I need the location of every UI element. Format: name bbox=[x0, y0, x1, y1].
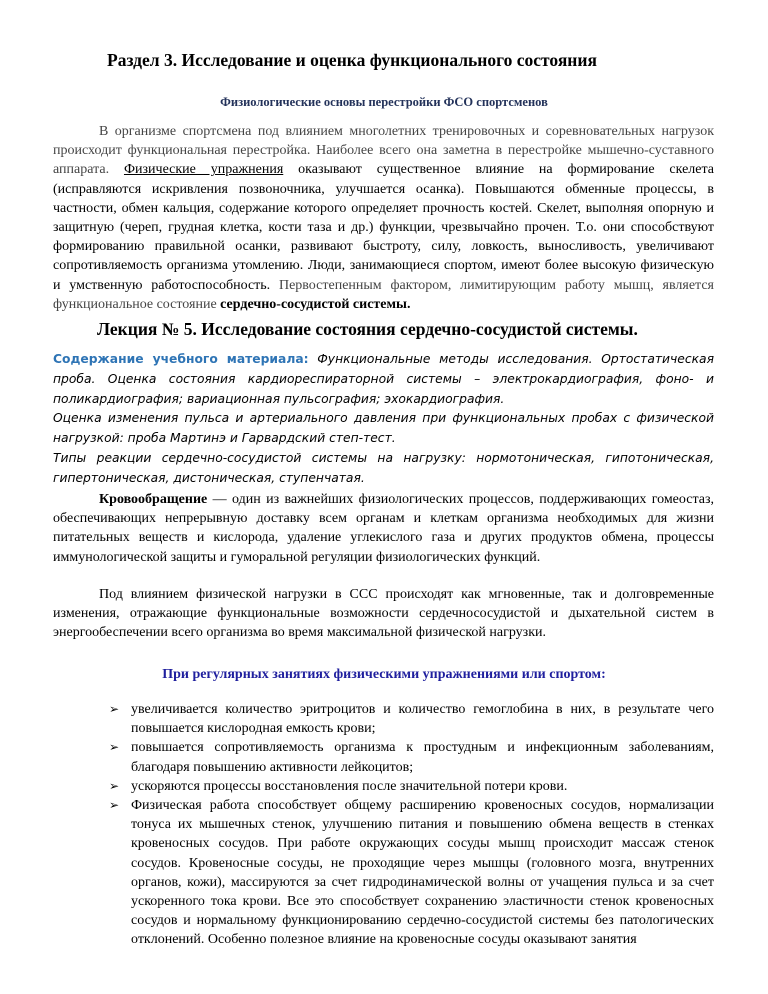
physical-exercise-link[interactable]: Физические упражнения bbox=[123, 162, 284, 178]
list-item bbox=[109, 777, 714, 796]
section-title: Раздел 3. Исследование и оценка функционального состояния bbox=[107, 50, 597, 70]
intro-text-3: Первостепенным фактором, лимитирующим работу мышц, является функциональное состояние bbox=[53, 277, 714, 312]
list-item-text: увеличивается количество эритроцитов и количество гемоглобина в них, в результате чего повышается кислородная емкость крови; bbox=[131, 702, 714, 737]
content-line-3: Типы реакции сердечно-сосудистой системы на нагрузку: нормотоническая, гипотоническая, гипертоническая, дистоническая, ступенчатая. bbox=[53, 450, 714, 485]
content-line-1 bbox=[53, 350, 714, 409]
content-label: Содержание учебного материала: bbox=[53, 352, 309, 366]
list-item-text: Физическая работа способствует общему расширению кровеносных сосудов, нормализации тонуса их мышечных стенок, улучшению питания и повышению обмена веществ в стенках кровеносных сосудов. При работе окружающих сосуды мышц происходит массаж стенок сосудов. Кровеносные сосуды, не проходящие через мышцы (головного мозга, внутренних органов, кожи), массируются за счет гидродинамической волны от учащения пульса и за счет ускоренного тока крови. Все это способствует сохранению эластичности стенок кровеносных сосудов и нормальному функционированию сердечно-сосудистой системы без патологических отклонений. Особенно полезное влияние на кровеносные сосуды оказывают занятия bbox=[131, 798, 714, 948]
circulation-term: Кровообращение bbox=[99, 492, 208, 507]
list-item bbox=[109, 700, 714, 738]
intro-paragraph bbox=[53, 122, 714, 314]
content-text-1: Функциональные методы исследования. Ортостатическая проба. Оценка состояния кардиореспираторной системы – электрокардиография, фоно- и поликардиография; вариационная пульсография; эхокардиография. bbox=[53, 352, 714, 406]
load-text: Под влиянием физической нагрузки в ССС происходят как мгновенные, так и долговременные изменения, отражающие функциональные возможности сердечнососудистой и дыхательной систем в энергообеспечении всего организма во время максимальной физической нагрузки. bbox=[53, 587, 714, 641]
arrow-bullet-icon: ➢ bbox=[109, 778, 120, 793]
arrow-bullet-icon: ➢ bbox=[109, 702, 120, 716]
intro-text-1: В организме спортсмена под влиянием многолетних тренировочных и соревновательных нагрузок происходит функциональная перестройка. Наиболее всего она заметна в перестройке мышечно-суставного аппарата. bbox=[53, 124, 714, 178]
content-block bbox=[53, 350, 714, 489]
circulation-text: — один из важнейших физиологических процессов, поддерживающих гомеостаз, обеспечивающих непрерывную доставку всем органам и клеткам организма необходимых для жизни питательных веществ и кислорода, удаление углекислого газа и других продуктов обмена, процессы иммунологической защиты и гуморальной регуляции физиологических функций. bbox=[53, 492, 714, 565]
intro-text-2: оказывают существенное влияние на формирование скелета (исправляются искривления позвоночника, улучшается осанка). Повышаются обменные процессы, в частности, обмен кальция, содержание которого определяет прочность костей. Скелет, выполняя опорную и защитную (череп, грудная клетка, кости таза и др.) функции, чрезвычайно прочен. Т.о. они способствуют формированию правильной осанки, развивают быстроту, силу, ловкость, выносливость, увеличивают сопротивляемость организма утомлению. Люди, занимающиеся спортом, имеют более высокую физическую и умственную работоспособность. bbox=[53, 162, 714, 293]
regular-exercise-heading: При регулярных занятиях физическими упражнениями или спортом: bbox=[162, 667, 606, 682]
intro-bold: сердечно-сосудистой системы. bbox=[220, 296, 411, 312]
circulation-paragraph bbox=[53, 490, 714, 567]
arrow-bullet-icon: ➢ bbox=[109, 798, 120, 813]
arrow-bullet-icon: ➢ bbox=[109, 740, 120, 755]
subtitle: Физиологические основы перестройки ФСО спортсменов bbox=[220, 95, 548, 109]
effects-list bbox=[109, 700, 714, 950]
content-line-2: Оценка изменения пульса и артериального давления при функциональных пробах с физической нагрузкой: проба Мартинэ и Гарвардский степ-тест. bbox=[53, 411, 714, 446]
list-item bbox=[109, 738, 714, 776]
list-item-text: ускоряются процессы восстановления после значительной потери крови. bbox=[131, 778, 568, 794]
list-item-text: повышается сопротивляемость организма к простудным и инфекционным заболеваниям, благодаря повышению активности лейкоцитов; bbox=[131, 740, 714, 775]
list-item bbox=[109, 796, 714, 950]
load-paragraph bbox=[53, 585, 714, 643]
lecture-title: Лекция № 5. Исследование состояния сердечно-сосудистой системы. bbox=[97, 319, 638, 339]
